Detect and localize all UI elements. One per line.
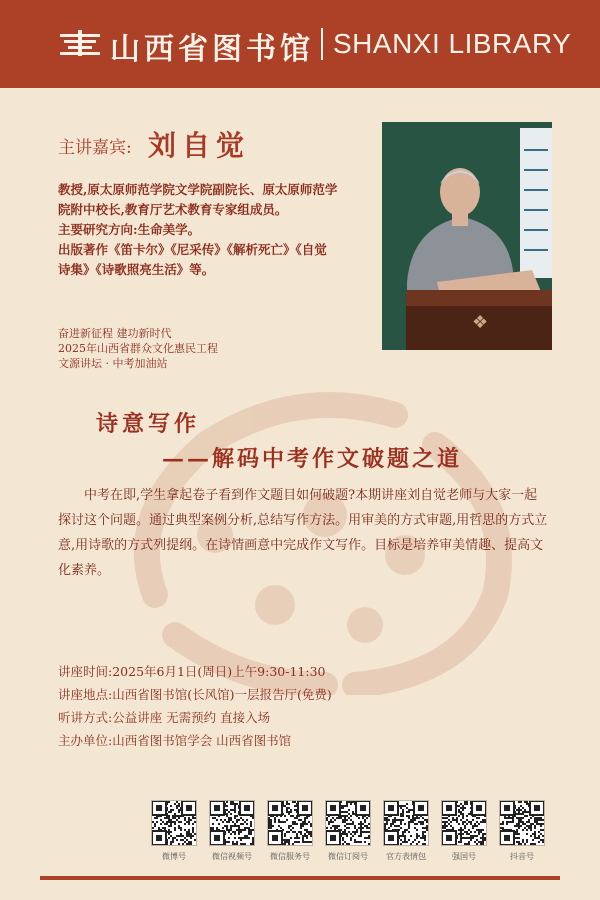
- info-host: 主办单位:山西省图书馆学会 山西省图书馆: [58, 733, 292, 748]
- guest-bio: [58, 180, 373, 280]
- lecture-title: 诗意写作: [96, 411, 201, 437]
- qr-douyin[interactable]: [499, 800, 545, 862]
- qr-weibo[interactable]: [151, 800, 197, 862]
- guest-name: 刘自觉: [148, 129, 251, 162]
- qr-code-icon: [383, 800, 429, 846]
- qr-code-icon: [325, 800, 371, 846]
- lecture-info: [58, 660, 332, 752]
- qr-caption: 强国号: [452, 852, 476, 861]
- campaign-slogan: [58, 326, 218, 371]
- guest-label: 主讲嘉宾:: [58, 138, 132, 158]
- footer-rule: [40, 876, 560, 880]
- bio-line: 主要研究方向:生命美学。: [58, 222, 201, 237]
- speaker-photo: [382, 122, 552, 350]
- qr-code-icon: [267, 800, 313, 846]
- bio-line: 院附中校长,教育厅艺术教育专家组成员。: [58, 202, 288, 217]
- qr-caption: 微信服务号: [270, 852, 310, 861]
- qr-wechat-subscription[interactable]: [325, 800, 371, 862]
- library-logo-icon: [58, 30, 102, 58]
- library-name-cn: 山西省图书馆: [110, 32, 314, 67]
- header-divider: [321, 28, 323, 60]
- header-banner: [0, 0, 600, 88]
- lecture-subtitle: ——解码中考作文破题之道: [162, 446, 463, 472]
- qr-caption: 官方表情包: [386, 852, 426, 861]
- qr-code-icon: [209, 800, 255, 846]
- qr-code-icon: [499, 800, 545, 846]
- qr-code-row: [151, 800, 551, 870]
- bio-line: 教授,原太原师范学院文学院副院长、原太原师范学: [58, 182, 338, 197]
- info-method: 听讲方式:公益讲座 无需预约 直接入场: [58, 710, 271, 725]
- qr-wechat-video[interactable]: [209, 800, 255, 862]
- info-place: 讲座地点:山西省图书馆(长风馆)一层报告厅(免费): [58, 687, 332, 702]
- qr-code-icon: [151, 800, 197, 846]
- slogan-line: 2025年山西省群众文化惠民工程: [58, 342, 218, 355]
- lecture-description: 中考在即,学生拿起卷子看到作文题目如何破题?本期讲座刘自觉老师与大家一起探讨这个问题。通过典型案例分析,总结写作方法。用审美的方式审题,用哲思的方式立意,用诗歌的方式列提纲。在诗情画意中完成作文写作。目标是培养审美情趣、提高文化素养。: [58, 488, 548, 578]
- qr-code-icon: [441, 800, 487, 846]
- svg-text:❖: ❖: [472, 312, 489, 333]
- qr-xuexi-qiangguo[interactable]: [441, 800, 487, 862]
- qr-caption: 微信视频号: [212, 852, 252, 861]
- info-time: 讲座时间:2025年6月1日(周日)上午9:30-11:30: [58, 664, 326, 679]
- library-name-en: SHANXI LIBRARY: [333, 28, 572, 59]
- slogan-line: 文源讲坛 · 中考加油站: [58, 357, 168, 370]
- slogan-line: 奋进新征程 建功新时代: [58, 327, 172, 340]
- qr-wechat-service[interactable]: [267, 800, 313, 862]
- bio-line: 诗集》《诗歌照亮生活》等。: [58, 262, 215, 277]
- qr-caption: 抖音号: [510, 852, 534, 861]
- qr-caption: 微博号: [162, 852, 186, 861]
- bio-line: 出版著作《笛卡尔》《尼采传》《解析死亡》《自觉: [58, 242, 327, 257]
- qr-sticker-pack[interactable]: [383, 800, 429, 862]
- qr-caption: 微信订阅号: [328, 852, 368, 861]
